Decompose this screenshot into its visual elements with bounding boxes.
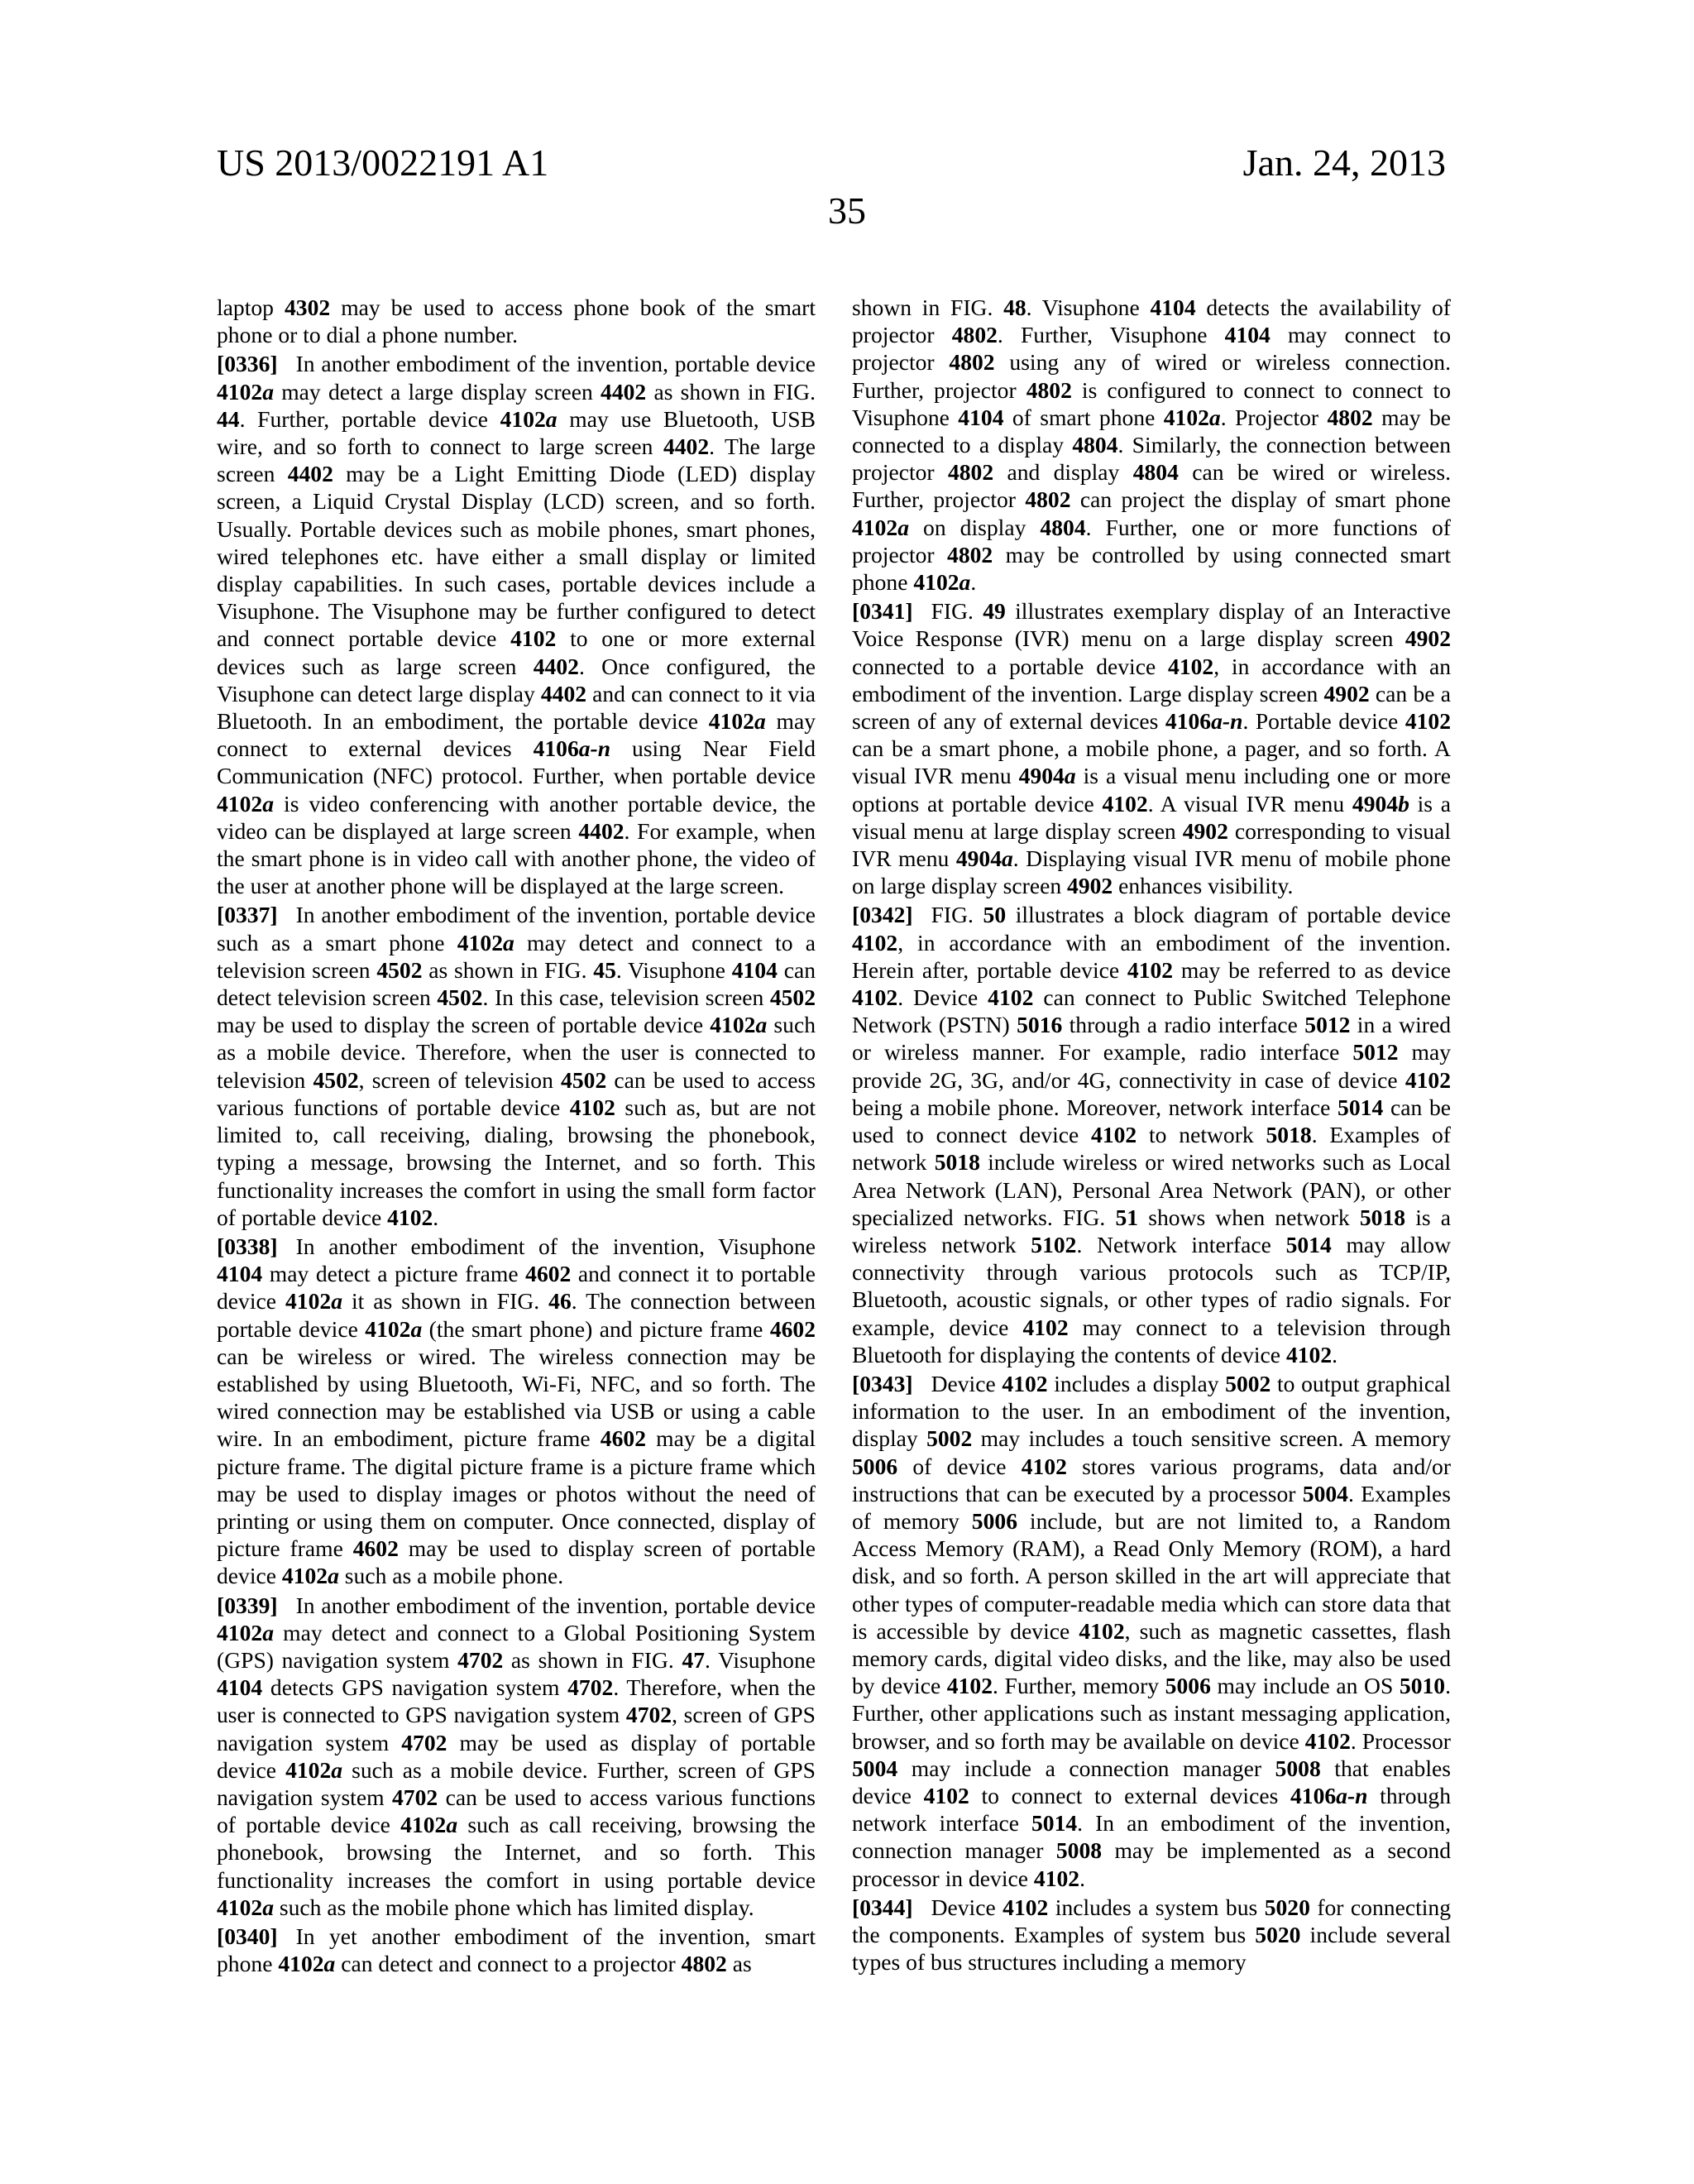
paragraph-number: [0342] xyxy=(852,902,913,928)
right-column xyxy=(852,294,1451,1977)
paragraph-number: [0339] xyxy=(217,1592,278,1618)
paragraph-text: FIG. 50 illustrates a block diagram of portable device 4102, in accordance with an embodiment of the invention. Herein after, portable device 4102 may be referred to as device 4102. Device 4102 can connect to Public Switched Telephone Network (PSTN) 5016 through a radio interface 5012 in a wired or wireless manner. For example, radio interface 5012 may provide 2G, 3G, and/or 4G, connectivity in case of device 4102 being a mobile phone. Moreover, network interface 5014 can be used to connect device 4102 to network 5018. Examples of network 5018 include wireless or wired networks such as Local Area Network (LAN), Personal Area Network (PAN), or other specialized networks. FIG. 51 shows when network 5018 is a wireless network 5102. Network interface 5014 may allow connectivity through various protocols such as TCP/IP, Bluetooth, acoustic signals, or other types of radio signals. For example, device 4102 may connect to a television through Bluetooth for displaying the contents of device 4102. xyxy=(852,902,1452,1367)
paragraph-number: [0341] xyxy=(852,598,913,625)
paragraph-number: [0337] xyxy=(217,902,278,928)
publication-number: US 2013/0022191 A1 xyxy=(217,141,549,184)
paragraph-number: [0344] xyxy=(852,1894,913,1920)
paragraph xyxy=(852,1370,1451,1892)
paragraph xyxy=(852,901,1451,1367)
paragraph xyxy=(217,294,816,348)
paragraph xyxy=(217,901,816,1230)
paragraph-text: Device 4102 includes a display 5002 to output graphical information to the user. In an embodiment of the invention, display 5002 may includes a touch sensitive screen. A memory 5006 of device 4102 stores various programs, data and/or instructions that can be executed by a processor 5004. Examples of memory 5006 include, but are not limited to, a Random Access Memory (RAM), a Read Only Memory (ROM), a hard disk, and so forth. A person skilled in the art will appreciate that other types of computer-readable media which can store data that is accessible by device 4102, such as magnetic cassettes, flash memory cards, digital video disks, and the like, may also be used by device 4102. Further, memory 5006 may include an OS 5010. Further, other applications such as instant messaging application, browser, and so forth may be available on device 4102. Processor 5004 may include a connection manager 5008 that enables device 4102 to connect to external devices 4106a-n through network interface 5014. In an embodiment of the invention, connection manager 5008 may be implemented as a second processor in device 4102. xyxy=(852,1370,1452,1891)
paragraph-number: [0343] xyxy=(852,1370,913,1396)
paragraph xyxy=(217,1233,816,1590)
page-number: 35 xyxy=(828,189,866,232)
paragraph-number: [0336] xyxy=(217,351,278,377)
paragraph-text: In another embodiment of the invention, portable device 4102a may detect a large display screen 4402 as shown in FIG. 44. Further, portable device 4102a may use Bluetooth, USB wire, and so forth to connect to large screen 4402. The large screen 4402 may be a Light Emitting Diode (LED) display screen, a Liquid Crystal Display (LCD) screen, and so forth. Usually. Portable devices such as mobile phones, smart phones, wired telephones etc. have either a small display or limited display capabilities. In such cases, portable devices include a Visuphone. The Visuphone may be further configured to detect and connect portable device 4102 to one or more external devices such as large screen 4402. Once configured, the Visuphone can detect large display 4402 and can connect to it via Bluetooth. In an embodiment, the portable device 4102a may connect to external devices 4106a-n using Near Field Communication (NFC) protocol. Further, when portable device 4102a is video conferencing with another portable device, the video can be displayed at large screen 4402. For example, when the smart phone is in video call with another phone, the video of the user at another phone will be displayed at the large screen. xyxy=(217,351,816,899)
paragraph xyxy=(217,1592,816,1921)
paragraph-text: Device 4102 includes a system bus 5020 for connecting the components. Examples of system bus 5020 include several types of bus structures including a memory xyxy=(852,1894,1451,1976)
paragraph xyxy=(852,597,1451,899)
page-header xyxy=(0,141,1694,256)
paragraph-text: In another embodiment of the invention, portable device 4102a may detect and connect to a Global Positioning System (GPS) navigation system 4702 as shown in FIG. 47. Visuphone 4104 detects GPS navigation system 4702. Therefore, when the user is connected to GPS navigation system 4702, screen of GPS navigation system 4702 may be used as display of portable device 4102a such as a mobile device. Further, screen of GPS navigation system 4702 can be used to access various functions of portable device 4102a such as call receiving, browsing the phonebook, browsing the Internet, and so forth. This functionality increases the comfort in using portable device 4102a such as the mobile phone which has limited display. xyxy=(217,1592,816,1920)
paragraph-text: In another embodiment of the invention, portable device such as a smart phone 4102a may detect and connect to a television screen 4502 as shown in FIG. 45. Visuphone 4104 can detect television screen 4502. In this case, television screen 4502 may be used to display the screen of portable device 4102a such as a mobile device. Therefore, when the user is connected to television 4502, screen of television 4502 can be used to access various functions of portable device 4102 such as, but are not limited to, call receiving, dialing, browsing the phonebook, typing a message, browsing the Internet, and so forth. This functionality increases the comfort in using the small form factor of portable device 4102. xyxy=(217,902,816,1230)
paragraph-number: [0338] xyxy=(217,1233,278,1259)
paragraph-number: [0340] xyxy=(217,1923,278,1949)
paragraph xyxy=(217,1923,816,1977)
paragraph-text: In another embodiment of the invention, Visuphone 4104 may detect a picture frame 4602 and connect it to portable device 4102a it as shown in FIG. 46. The connection between portable device 4102a (the smart phone) and picture frame 4602 can be wireless or wired. The wireless connection may be established by using Bluetooth, Wi-Fi, NFC, and so forth. The wired connection may be established via USB or using a cable wire. In an embodiment, picture frame 4602 may be a digital picture frame. The digital picture frame is a picture frame which may be used to display images or photos without the need of printing or using them on computer. Once connected, display of picture frame 4602 may be used to display screen of portable device 4102a such as a mobile phone. xyxy=(217,1233,816,1589)
paragraph-text: FIG. 49 illustrates exemplary display of an Interactive Voice Response (IVR) menu on a large display screen 4902 connected to a portable device 4102, in accordance with an embodiment of the invention. Large display screen 4902 can be a screen of any of external devices 4106a-n. Portable device 4102 can be a smart phone, a mobile phone, a pager, and so forth. A visual IVR menu 4904a is a visual menu including one or more options at portable device 4102. A visual IVR menu 4904b is a visual menu at large display screen 4902 corresponding to visual IVR menu 4904a. Displaying visual IVR menu of mobile phone on large display screen 4902 enhances visibility. xyxy=(852,598,1452,899)
paragraph-text: laptop 4302 may be used to access phone book of the smart phone or to dial a phone number. xyxy=(217,295,816,348)
paragraph-text: shown in FIG. 48. Visuphone 4104 detects the availability of projector 4802. Further, Visuphone 4104 may connect to projector 4802 using any of wired or wireless connection. Further, projector 4802 is configured to connect to connect to Visuphone 4104 of smart phone 4102a. Projector 4802 may be connected to a display 4804. Similarly, the connection between projector 4802 and display 4804 can be wired or wireless. Further, projector 4802 can project the display of smart phone 4102a on display 4804. Further, one or more functions of projector 4802 may be controlled by using connected smart phone 4102a. xyxy=(852,295,1452,596)
publication-date: Jan. 24, 2013 xyxy=(1242,141,1446,184)
paragraph xyxy=(852,294,1451,596)
paragraph-text: In yet another embodiment of the invention, smart phone 4102a can detect and connect to a projector 4802 as xyxy=(217,1923,816,1977)
paragraph xyxy=(852,1894,1451,1976)
paragraph xyxy=(217,350,816,899)
left-column xyxy=(217,294,816,1979)
